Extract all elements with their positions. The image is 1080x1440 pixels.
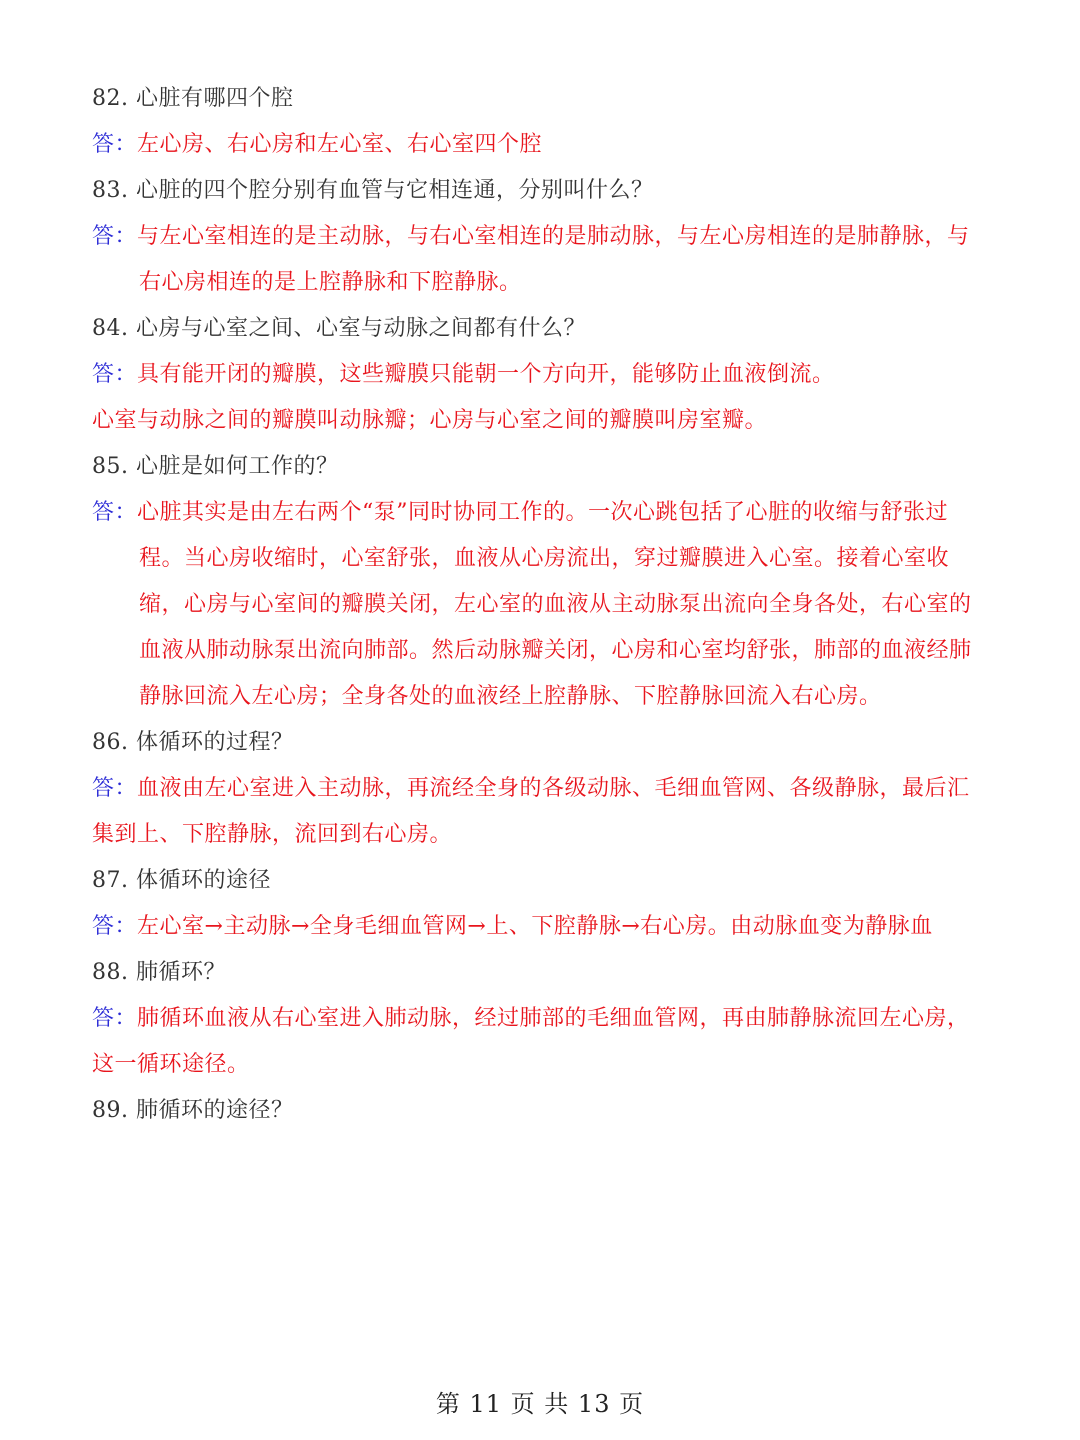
- question-88: 88. 肺循环？: [92, 960, 226, 985]
- answer-text: 具有能开闭的瓣膜，这些瓣膜只能朝一个方向开，能够防止血液倒流。: [137, 362, 835, 387]
- answer-83: [92, 214, 992, 306]
- answer-82: [92, 122, 992, 168]
- question-86: 86. 体循环的过程？: [92, 730, 294, 755]
- answer-84-extra: 心室与动脉之间的瓣膜叫动脉瓣；心房与心室之间的瓣膜叫房室瓣。: [92, 408, 768, 433]
- answer-85: [92, 490, 992, 720]
- answer-86: [92, 766, 992, 858]
- answer-text: 与左心室相连的是主动脉，与右心室相连的是肺动脉，与左心房相连的是肺静脉，与右心房相连的是上腔静脉和下腔静脉。: [137, 224, 970, 295]
- answer-prefix: 答：: [92, 500, 138, 525]
- qa-content: [92, 76, 992, 1134]
- answer-text: 心脏其实是由左右两个“泵”同时协同工作的。一次心跳包括了心脏的收缩与舒张过程。当心房收缩时，心室舒张，血液从心房流出，穿过瓣膜进入心室。接着心室收缩，心房与心室间的瓣膜关闭，左心室的血液从主动脉泵出流向全身各处，右心室的血液从肺动脉泵出流向肺部。然后动脉瓣关闭，心房和心室均舒张，肺部的血液经肺静脉回流入左心房；全身各处的血液经上腔静脉、下腔静脉回流入右心房。: [137, 500, 972, 709]
- answer-prefix: 答：: [92, 224, 138, 249]
- question-89: 89. 肺循环的途径？: [92, 1098, 294, 1123]
- answer-88: [92, 996, 992, 1088]
- answer-prefix: 答：: [92, 132, 138, 157]
- answer-prefix: 答：: [92, 914, 138, 939]
- question-84: 84. 心房与心室之间、心室与动脉之间都有什么？: [92, 316, 586, 341]
- answer-prefix: 答：: [92, 1006, 138, 1031]
- page-footer: 第 11 页 共 13 页: [435, 1390, 645, 1418]
- question-85: 85. 心脏是如何工作的？: [92, 454, 339, 479]
- answer-text: 血液由左心室进入主动脉，再流经全身的各级动脉、毛细血管网、各级静脉，最后汇集到上、下腔静脉，流回到右心房。: [92, 776, 970, 847]
- question-82: 82. 心脏有哪四个腔: [92, 86, 294, 111]
- answer-84: [92, 352, 992, 398]
- answer-text: 左心房、右心房和左心室、右心室四个腔: [137, 132, 543, 157]
- answer-87: [92, 904, 992, 950]
- answer-prefix: 答：: [92, 362, 138, 387]
- answer-text: 左心室→主动脉→全身毛细血管网→上、下腔静脉→右心房。由动脉血变为静脉血: [137, 914, 933, 939]
- answer-prefix: 答：: [92, 776, 138, 801]
- question-83: 83. 心脏的四个腔分别有血管与它相连通，分别叫什么？: [92, 178, 654, 203]
- answer-text: 肺循环血液从右心室进入肺动脉，经过肺部的毛细血管网，再由肺静脉流回左心房，这一循环途径。: [92, 1006, 970, 1077]
- question-87: 87. 体循环的途径: [92, 868, 271, 893]
